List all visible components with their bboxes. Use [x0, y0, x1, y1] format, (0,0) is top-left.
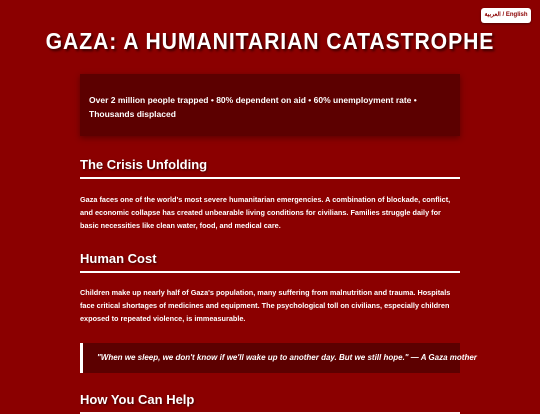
- stats-text: Over 2 million people trapped • 80% dependent on aid • 60% unemployment rate • Thousands displaced: [89, 95, 417, 119]
- section-heading-human-cost: Human Cost: [80, 251, 460, 273]
- section-heading-crisis: The Crisis Unfolding: [80, 157, 460, 179]
- stats-banner: [80, 74, 460, 136]
- language-toggle-button[interactable]: العربية / English: [481, 8, 531, 23]
- page-title: GAZA: A HUMANITARIAN CATASTROPHE: [45, 28, 495, 54]
- section-heading-how-to-help: How You Can Help: [80, 392, 460, 414]
- section-text-crisis: Gaza faces one of the world's most severe humanitarian emergencies. A combination of blockade, conflict, and economic collapse has created unbearable living conditions for civilians. Families struggle daily for basic necessities like clean water, food, and medical care.: [80, 195, 451, 230]
- testimonial-quote: "When we sleep, we don't know if we'll wake up to another day. But we still hope." — A Gaza mother: [80, 343, 460, 373]
- section-text-human-cost: Children make up nearly half of Gaza's population, many suffering from malnutrition and trauma. Hospitals face critical shortages of medicines and equipment. The psychological toll on civilians, especially children exposed to repeated violence, is immeasurable.: [80, 288, 451, 323]
